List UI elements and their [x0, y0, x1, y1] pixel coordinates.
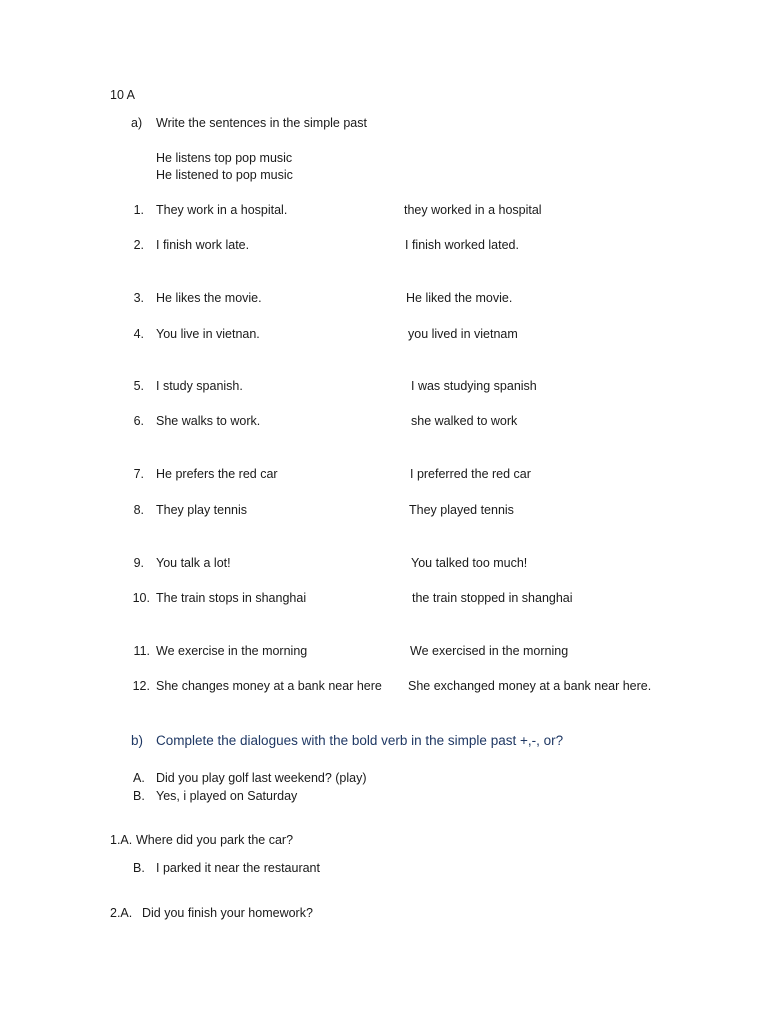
dialogue-1-a-text: Where did you park the car? — [136, 833, 294, 847]
item-answer: He liked the movie. — [406, 291, 513, 305]
item-answer: I preferred the red car — [410, 467, 531, 481]
item-prompt: You live in vietnan. — [156, 327, 260, 341]
item-prompt: He prefers the red car — [156, 467, 278, 481]
dialogue-1-b-text: I parked it near the restaurant — [156, 861, 320, 875]
item-prompt: I finish work late. — [156, 238, 250, 252]
item-prompt: They work in a hospital. — [156, 203, 288, 217]
dialogue-2-a-label: 2.A. — [110, 906, 133, 920]
example-a-marker: A. — [133, 771, 145, 785]
section-a-marker: a) — [131, 116, 143, 130]
item-prompt: They play tennis — [156, 503, 248, 517]
example-b-marker: B. — [133, 789, 145, 803]
item-number: 4. — [133, 327, 144, 341]
example-present: He listens top pop music — [156, 151, 293, 165]
item-number: 8. — [133, 503, 144, 517]
item-answer: I was studying spanish — [411, 379, 537, 393]
item-number: 11. — [133, 644, 150, 658]
item-number: 12. — [132, 679, 150, 693]
item-answer: We exercised in the morning — [410, 644, 569, 658]
item-answer: They played tennis — [409, 503, 514, 517]
item-answer: they worked in a hospital — [404, 203, 542, 217]
dialogue-1-b-marker: B. — [133, 861, 145, 875]
item-answer: I finish worked lated. — [405, 238, 519, 252]
item-number: 3. — [133, 291, 144, 305]
dialogue-2-a-text: Did you finish your homework? — [142, 906, 313, 920]
item-prompt: I study spanish. — [156, 379, 243, 393]
section-b-marker: b) — [131, 733, 144, 748]
item-number: 10. — [132, 591, 150, 605]
item-answer: You talked too much! — [411, 556, 528, 570]
dialogue-1-a-label: 1.A. — [110, 833, 133, 847]
item-number: 6. — [133, 414, 144, 428]
item-number: 2. — [133, 238, 144, 252]
item-prompt: She walks to work. — [156, 414, 261, 428]
page-heading: 10 A — [110, 88, 136, 102]
item-number: 1. — [133, 203, 144, 217]
item-answer: She exchanged money at a bank near here. — [408, 679, 652, 693]
item-answer: the train stopped in shanghai — [412, 591, 573, 605]
item-number: 5. — [133, 379, 144, 393]
item-answer: you lived in vietnam — [408, 327, 518, 341]
item-answer: she walked to work — [411, 414, 518, 428]
item-prompt: We exercise in the morning — [156, 644, 308, 658]
item-prompt: He likes the movie. — [156, 291, 262, 305]
item-prompt: She changes money at a bank near here — [156, 679, 382, 693]
example-past: He listened to pop music — [156, 168, 293, 182]
item-prompt: You talk a lot! — [156, 556, 231, 570]
section-a-instruction: Write the sentences in the simple past — [156, 116, 367, 130]
example-a-text: Did you play golf last weekend? (play) — [156, 771, 367, 785]
item-number: 9. — [133, 556, 144, 570]
section-b-instruction: Complete the dialogues with the bold verb in the simple past +,-, or? — [156, 733, 564, 748]
example-b-text: Yes, i played on Saturday — [156, 789, 298, 803]
item-number: 7. — [133, 467, 144, 481]
item-prompt: The train stops in shanghai — [156, 591, 307, 605]
